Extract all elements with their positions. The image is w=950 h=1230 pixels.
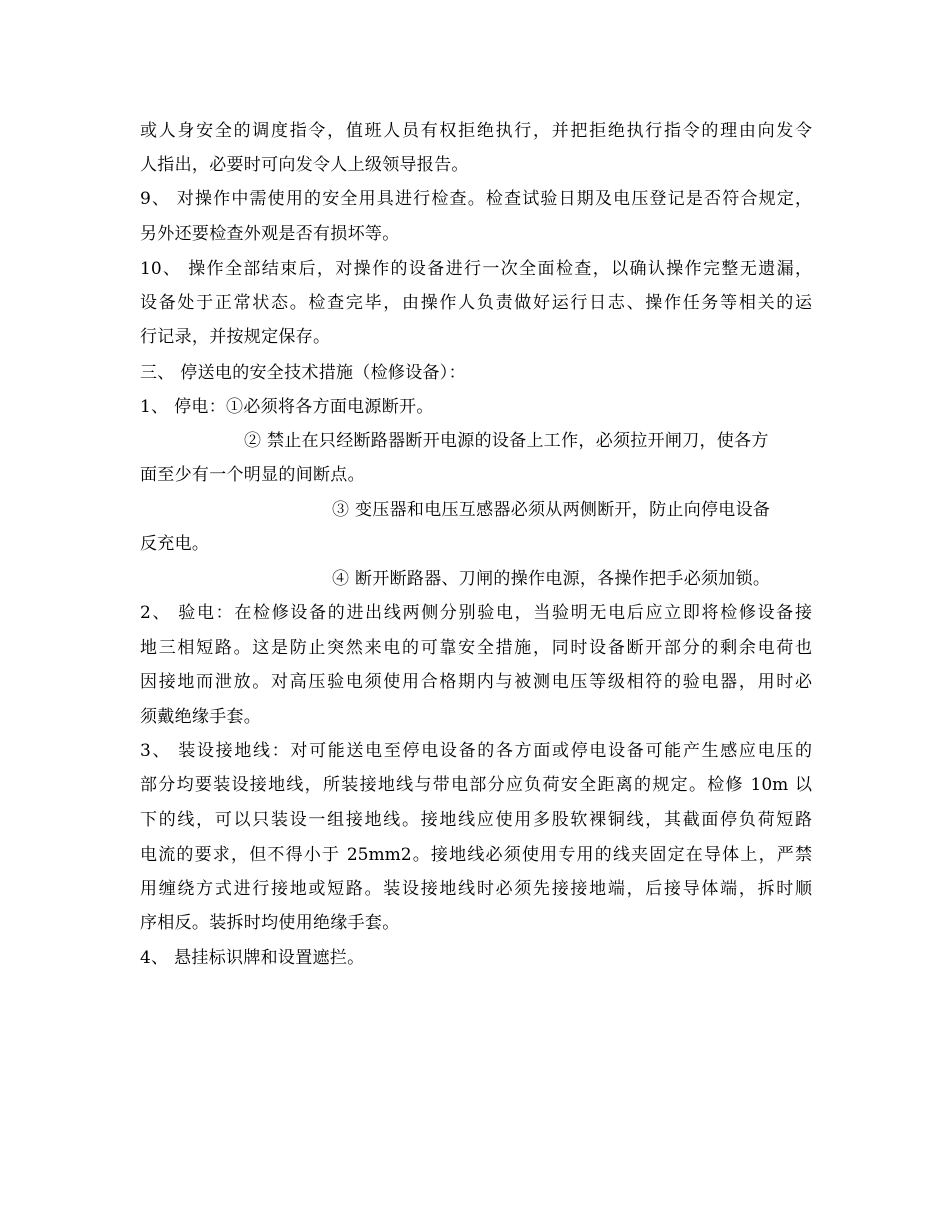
text-line: 2、 验电：在检修设备的进出线两侧分别验电，当验明无电后应立即将检修设备接 (140, 603, 812, 623)
text-line: 面至少有一个明显的间断点。 (140, 465, 365, 485)
text-line: 序相反。装拆时均使用绝缘手套。 (140, 913, 400, 933)
text-line: 电流的要求，但不得小于 25mm2。接地线必须使用专用的线夹固定在导体上，严禁 (140, 845, 812, 865)
text-line: 3、 装设接地线：对可能送电至停电设备的各方面或停电设备可能产生感应电压的 (140, 741, 812, 761)
text-line: 用缠绕方式进行接地或短路。装设接地线时必须先接接地端，后接导体端，拆时顺 (140, 879, 812, 899)
text-line: 部分均要装设接地线，所装接地线与带电部分应负荷安全距离的规定。检修 10m 以 (140, 775, 812, 795)
text-line: 反充电。 (140, 534, 210, 554)
text-line: 1、 停电：①必须将各方面电源断开。 (140, 397, 434, 417)
text-line: 地三相短路。这是防止突然来电的可靠安全措施，同时设备断开部分的剩余电荷也 (140, 638, 812, 658)
text-line: 行记录，并按规定保存。 (140, 327, 331, 347)
text-line: 或人身安全的调度指令，值班人员有权拒绝执行，并把拒绝执行指令的理由向发令 (140, 121, 812, 141)
text-line: 4、 悬挂标识牌和设置遮拦。 (140, 948, 365, 968)
text-line: ④ 断开断路器、刀闸的操作电源，各操作把手必须加锁。 (332, 569, 771, 589)
text-line: 下的线，可以只装设一组接地线。接地线应使用多股软裸铜线，其截面停负荷短路 (140, 810, 812, 830)
text-line: 设备处于正常状态。检查完毕，由操作人负责做好运行日志、操作任务等相关的运 (140, 293, 812, 313)
text-line: 9、 对操作中需使用的安全用具进行检查。检查试验日期及电压登记是否符合规定， (140, 189, 812, 209)
text-line: 须戴绝缘手套。 (140, 707, 262, 727)
text-line: 10、 操作全部结束后，对操作的设备进行一次全面检查，以确认操作完整无遗漏， (140, 259, 812, 279)
text-line: 人指出，必要时可向发令人上级领导报告。 (140, 155, 469, 175)
section-heading: 三、 停送电的安全技术措施（检修设备）： (140, 363, 466, 383)
text-line: ② 禁止在只经断路器断开电源的设备上工作，必须拉开闸刀，使各方 (244, 431, 769, 451)
text-line: 因接地而泄放。对高压验电须使用合格期内与被测电压等级相符的验电器，用时必 (140, 672, 812, 692)
text-line: 另外还要检查外观是否有损坏等。 (140, 224, 400, 244)
text-line: ③ 变压器和电压互感器必须从两侧断开，防止向停电设备 (332, 500, 771, 520)
